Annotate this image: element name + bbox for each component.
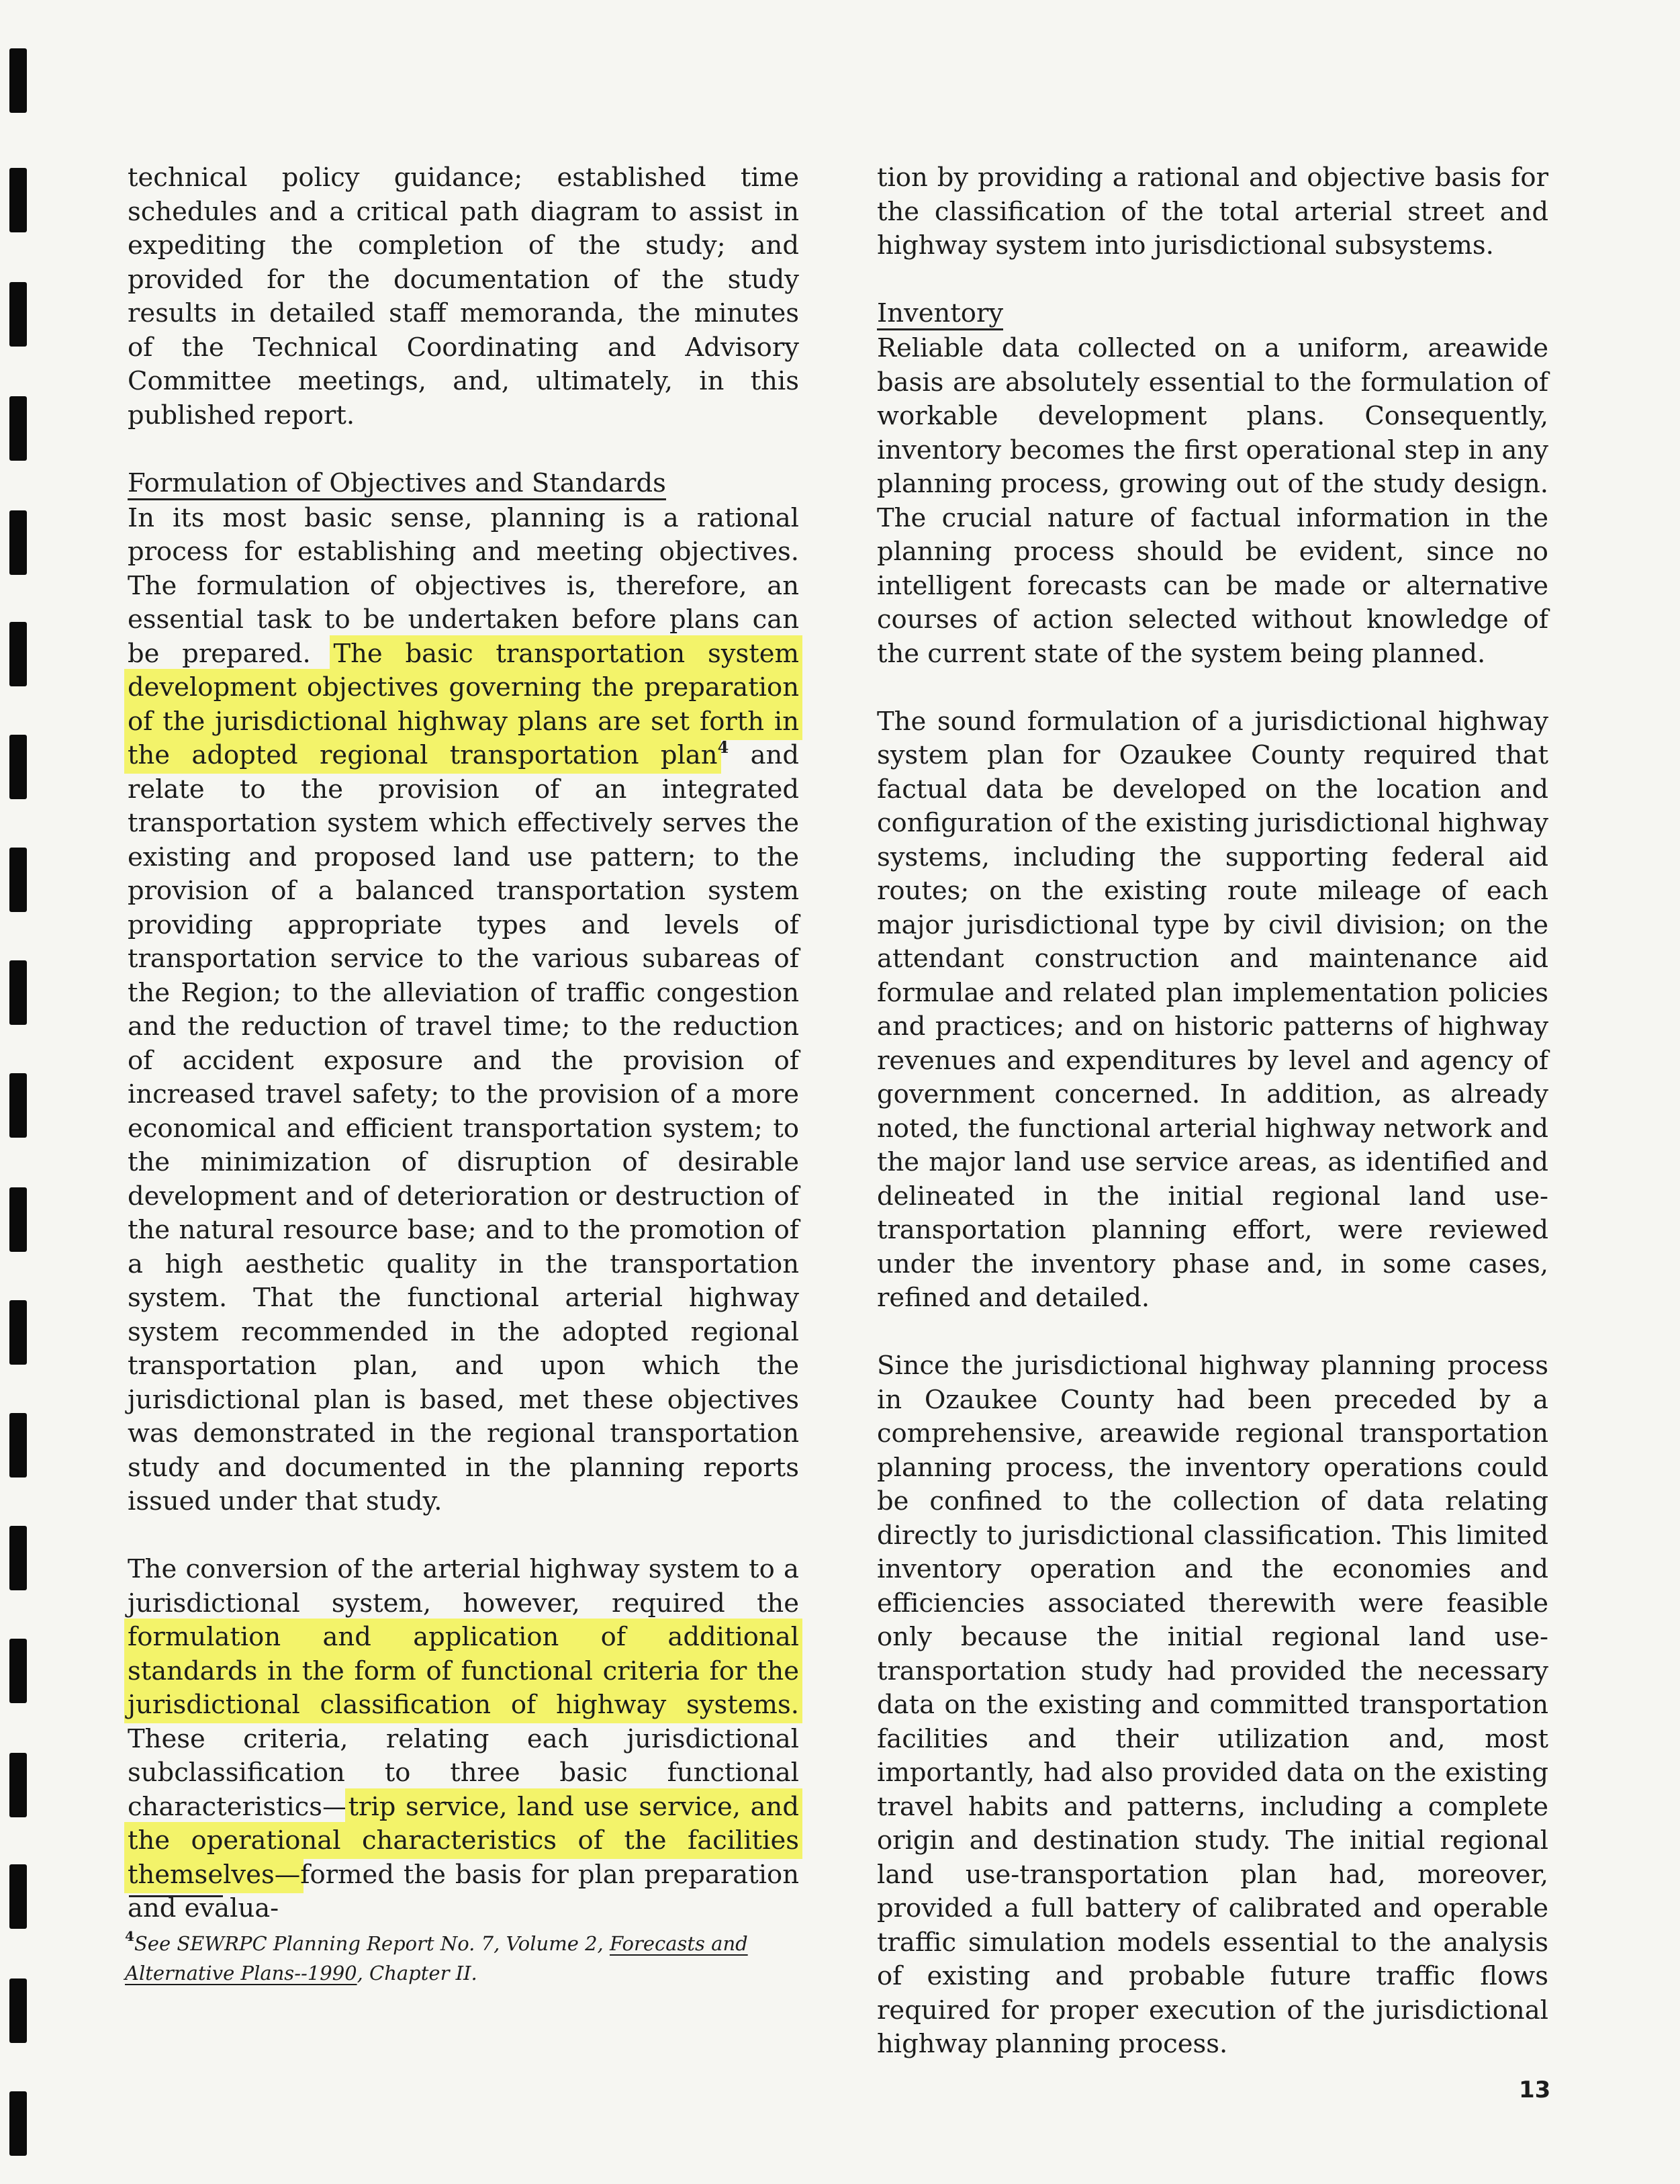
binding-hole: [9, 2091, 27, 2156]
footnote-rule: [129, 1895, 223, 1897]
highlighted-text: formulation and application of additional standards in the form of functional criteria for the jurisdictional classification of highway systems.: [128, 1622, 799, 1720]
footnote: [125, 1929, 803, 1988]
binding-hole: [9, 1187, 27, 1252]
paragraph: The sound formulation of a jurisdictional highway system plan for Ozaukee County required that factual data be developed on the location and configuration of the existing jurisdictional highway systems, including the supporting federal aid routes; on the existing route mileage of each major jurisdictional type by civil division; on the attendant construction and maintenance aid formulae and related plan implementation policies and practices; and on historic patterns of highway revenues and expenditures by level and agency of government concerned. In addition, as already noted, the functional arterial highway network and the major land use service areas, as identified and delineated in the initial regional land use-transportation planning effort, were reviewed under the inventory phase and, in some cases, refined and detailed.: [877, 706, 1548, 1313]
footnote-number: 4: [125, 1928, 134, 1944]
binding-hole: [9, 1639, 27, 1703]
binding-hole: [9, 168, 27, 232]
binding-hole: [9, 510, 27, 575]
binding-holes: [9, 0, 36, 2184]
binding-hole: [9, 960, 27, 1025]
text-run: These criteria, relating each jurisdictional subclassification to three basic functional characteristics—: [128, 1723, 799, 1822]
paragraph: [128, 502, 799, 1519]
binding-hole: [9, 1526, 27, 1590]
binding-hole: [9, 1753, 27, 1817]
binding-hole: [9, 282, 27, 347]
binding-hole: [9, 735, 27, 799]
text-run: The conversion of the arterial highway system to a jurisdictional system, however, required the: [128, 1554, 799, 1619]
paragraph: tion by providing a rational and objective basis for the classification of the total arterial street and highway system into jurisdictional subsystems.: [877, 163, 1548, 261]
binding-hole: [9, 1864, 27, 1929]
binding-hole: [9, 848, 27, 912]
footnote-title: Forecasts and Alternative Plans--1990: [125, 1932, 748, 1985]
section-heading-inventory: Inventory: [877, 299, 1003, 330]
footnote-ref: 4: [717, 737, 729, 757]
page-number: 13: [1519, 2077, 1551, 2103]
highlighted-text: The basic transportation system development objectives governing the preparation of the jurisdictional highway plans are set forth in the adopted regional transportation plan: [128, 638, 799, 770]
binding-hole: [9, 396, 27, 461]
paragraph: Since the jurisdictional highway planning process in Ozaukee County had been preceded by a comprehensive, areawide regional transportation planning process, the inventory operations could be confined to the collection of data relating directly to jurisdictional classification. This limited inventory operation and the economies and efficiencies associated therewith were feasible only because the initial regional land use-transportation study had provided the necessary data on the existing and committed transportation facilities and their utilization and, most importantly, had also provided data on the existing travel habits and patterns, including a complete origin and destination study. The initial regional land use-transportation plan had, moreover, provided a full battery of calibrated and operable traffic simulation models essential to the analysis of existing and probable future traffic flows required for proper execution of the jurisdictional highway planning process.: [877, 1351, 1548, 2059]
binding-hole: [9, 48, 27, 113]
text-run: formed the basis for plan preparation and evalua-: [128, 1859, 799, 1923]
binding-hole: [9, 1978, 27, 2043]
binding-hole: [9, 622, 27, 686]
binding-hole: [9, 1413, 27, 1477]
right-column: [877, 161, 1548, 2095]
paragraph: Reliable data collected on a uniform, areawide basis are absolutely essential to the formulation of workable development plans. Consequently, inventory becomes the first operational step in any planning process, growing out of the study design. The crucial nature of factual information in the planning process should be evident, since no intelligent forecasts can be made or alternative courses of action selected without knowledge of the current state of the system being planned.: [877, 333, 1548, 669]
text-run: In its most basic sense, planning is a rational process for establishing and meeting objectives. The formulation of objectives is, therefore, an essential task to be undertaken before plans can be prepared.: [128, 502, 799, 669]
section-heading-objectives: Formulation of Objectives and Standards: [128, 469, 666, 500]
left-column: [128, 161, 799, 1960]
footnote-text: See SEWRPC Planning Report No. 7, Volume 2,: [134, 1932, 604, 1955]
binding-hole: [9, 1300, 27, 1365]
text-run: and relate to the provision of an integrated transportation system which effectively serves the existing and proposed land use pattern; to the provision of a balanced transportation system providing appropriate types and levels of transportation service to the various subareas of the Region; to the alleviation of traffic congestion and the reduction of travel time; to the reduction of accident exposure and the provision of increased travel safety; to the provision of a more economical and efficient transportation system; to the minimization of disruption of desirable development and of deterioration or destruction of the natural resource base; and to the promotion of a high aesthetic quality in the transportation system. That the functional arterial highway system recommended in the adopted regional transportation plan, and upon which the jurisdictional plan is based, met these objectives was demonstrated in the regional transportation study and documented in the planning reports issued under that study.: [128, 740, 799, 1516]
highlighted-text: trip service, land use service, and the operational characteristics of the facilities themselves—: [128, 1791, 799, 1890]
binding-hole: [9, 1073, 27, 1138]
footnote-text: , Chapter II.: [357, 1962, 477, 1985]
paragraph: technical policy guidance; established time schedules and a critical path diagram to assist in expediting the completion of the study; and provided for the documentation of the study results in detailed staff memoranda, the minutes of the Technical Coordinating and Advisory Committee meetings, and, ultimately, in this published report.: [128, 163, 799, 430]
paragraph: [128, 1553, 799, 1926]
